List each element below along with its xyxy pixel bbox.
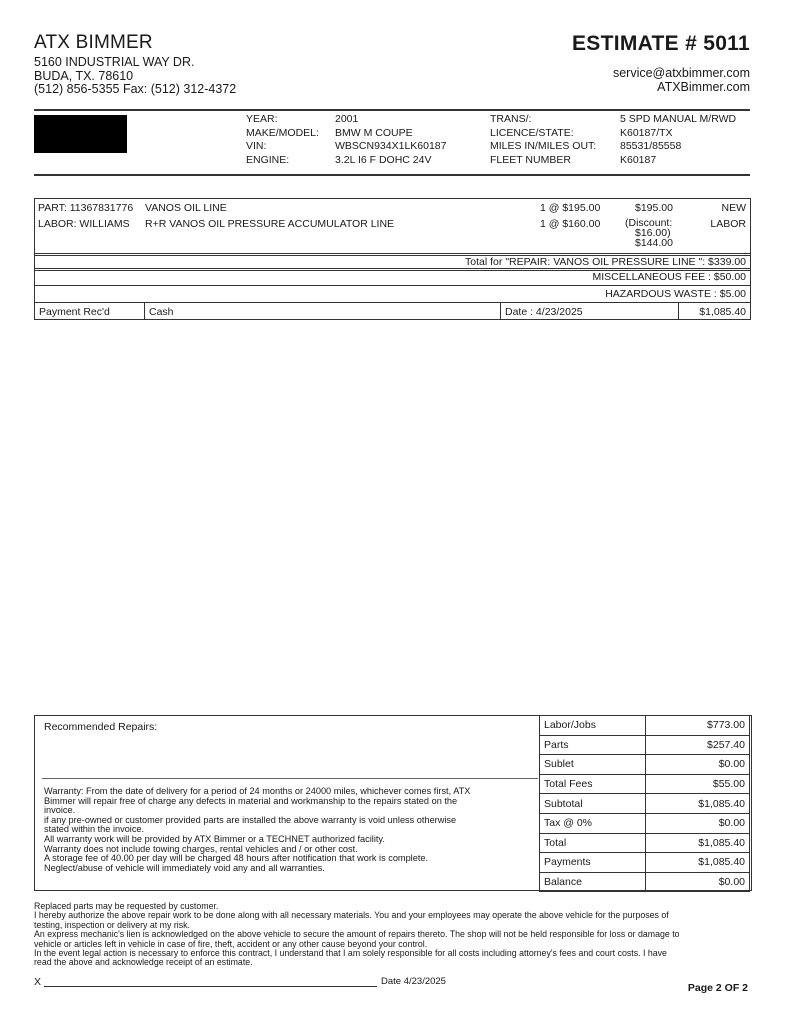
legal-line: Replaced parts may be requested by customer. (34, 901, 219, 911)
totals-summary-table (539, 715, 750, 892)
part-type: NEW (721, 202, 746, 214)
vehicle-values-right (620, 113, 736, 167)
summary-label: Total Fees (540, 774, 646, 794)
vehicle-labels-left (246, 113, 319, 167)
make-model-label: MAKE/MODEL: (246, 126, 319, 139)
warranty-line: Bimmer will repair free of charge any defects in material and workmanship to the repairs stated on the (44, 795, 458, 806)
summary-value: $773.00 (646, 716, 750, 736)
fleet-value: K60187 (620, 153, 657, 166)
part-description: VANOS OIL LINE (145, 202, 227, 214)
fleet-label: FLEET NUMBER (490, 153, 571, 166)
summary-label: Parts (540, 735, 646, 755)
repair-total: Total for "REPAIR: VANOS OIL PRESSURE LINE ": $339.00 (465, 256, 746, 268)
summary-label: Labor/Jobs (540, 716, 646, 736)
summary-row (540, 813, 750, 833)
discount-amount: $16.00) (635, 227, 671, 239)
summary-row (540, 872, 750, 892)
legal-line: I hereby authorize the above repair work to be done along with all necessary materials. You and your employees may operate the above vehicle for the purposes of (34, 910, 669, 921)
legal-text (34, 902, 752, 968)
recommended-repairs-label: Recommended Repairs: (44, 721, 158, 733)
shop-name: ATX BIMMER (34, 32, 153, 53)
summary-label: Sublet (540, 755, 646, 775)
year-label: YEAR: (246, 113, 278, 125)
warranty-line: Warranty: From the date of delivery for a period of 24 months or 24000 miles, whichever comes first, ATX (44, 786, 471, 796)
summary-value: $0.00 (646, 872, 750, 892)
warranty-line: Neglect/abuse of vehicle will immediately void any and all warranties. (44, 862, 325, 873)
part-qty-price: 1 @ $195.00 (540, 202, 601, 214)
misc-fee: MISCELLANEOUS FEE : $50.00 (592, 271, 746, 283)
recommended-divider (42, 778, 538, 779)
address-line-2: BUDA, TX. 78610 (34, 68, 134, 83)
signature-x-mark: X (34, 976, 42, 988)
labor-type: LABOR (710, 218, 746, 230)
warranty-line: All warranty work will be provided by ATX Bimmer or a TECHNET authorized facility. (44, 833, 385, 844)
labor-net-amount: $144.00 (635, 237, 673, 249)
shop-address (34, 56, 236, 97)
miles-value: 85531/85558 (620, 140, 682, 153)
vehicle-rule (34, 174, 750, 176)
labor-description: R+R VANOS OIL PRESSURE ACCUMULATOR LINE (145, 218, 395, 230)
warranty-line: Warranty does not include towing charges, rental vehicles and / or other cost. (44, 843, 358, 854)
payment-row (34, 302, 751, 320)
page-number: Page 2 OF 2 (687, 982, 748, 994)
shop-email: service@atxbimmer.com (612, 66, 750, 80)
warranty-line: A storage fee of 40.00 per day will be charged 48 hours after notification that work is complete. (44, 853, 429, 864)
summary-value: $1,085.40 (646, 853, 750, 873)
line-items-box (34, 198, 751, 256)
labor-discount (625, 218, 673, 248)
payment-date: Date : 4/23/2025 (501, 303, 679, 319)
summary-label: Total (540, 833, 646, 853)
summary-row (540, 853, 750, 873)
hazardous-waste: HAZARDOUS WASTE : $5.00 (605, 288, 746, 300)
signature-line (44, 986, 377, 987)
header-rule (34, 109, 750, 111)
make-model-value: BMW M COUPE (335, 126, 413, 139)
part-amount: $195.00 (635, 202, 673, 214)
summary-row (540, 755, 750, 775)
summary-label: Payments (540, 853, 646, 873)
address-line-1: 5160 INDUSTRIAL WAY DR. (34, 55, 195, 69)
legal-line: An express mechanic's lien is acknowledged on the above vehicle to secure the amount of repairs thereto. The shop will not be held responsible for loss or damage to (34, 929, 680, 940)
summary-value: $1,085.40 (646, 833, 750, 853)
legal-line: read the above and acknowledge receipt of an estimate. (34, 957, 253, 968)
discount-label: (Discount: (625, 217, 673, 229)
trans-value: 5 SPD MANUAL M/RWD (620, 113, 737, 125)
year-value: 2001 (335, 113, 359, 125)
redacted-customer-info (34, 115, 127, 153)
summary-row (540, 716, 750, 736)
hazardous-row (34, 285, 751, 303)
miles-label: MILES IN/MILES OUT: (490, 140, 597, 153)
vehicle-labels-right (490, 113, 596, 167)
engine-label: ENGINE: (246, 153, 290, 166)
part-id: PART: 11367831776 (38, 202, 134, 214)
summary-value: $55.00 (646, 774, 750, 794)
warranty-line: stated within the invoice. (44, 824, 145, 835)
warranty-line: invoice. (44, 805, 76, 816)
legal-line: testing, inspection or delivery at my risk. (34, 919, 190, 930)
licence-value: K60187/TX (620, 126, 673, 139)
warranty-line: if any pre-owned or customer provided parts are installed the above warranty is void unless otherwise (44, 814, 457, 825)
summary-row (540, 794, 750, 814)
summary-row (540, 774, 750, 794)
summary-value: $0.00 (646, 755, 750, 775)
summary-label: Subtotal (540, 794, 646, 814)
labor-id: LABOR: WILLIAMS (38, 218, 130, 230)
estimate-title: ESTIMATE # 5011 (571, 32, 750, 55)
shop-contact (613, 67, 750, 94)
trans-label: TRANS/: (490, 113, 532, 125)
payment-amount: $1,085.40 (699, 306, 746, 318)
summary-row (540, 833, 750, 853)
summary-value: $257.40 (646, 735, 750, 755)
legal-line: vehicle or articles left in vehicle in case of fire, theft, accident or any other cause beyond your control. (34, 938, 428, 949)
warranty-text (44, 787, 539, 873)
licence-label: LICENCE/STATE: (490, 126, 574, 139)
payment-label: Payment Rec'd (35, 303, 145, 319)
summary-value: $0.00 (646, 813, 750, 833)
summary-value: $1,085.40 (646, 794, 750, 814)
signature-date: Date 4/23/2025 (381, 976, 446, 987)
misc-fee-row (34, 268, 751, 286)
phone-fax-line: (512) 856-5355 Fax: (512) 312-4372 (34, 82, 237, 96)
legal-line: In the event legal action is necessary to enforce this contract, I understand that I am solely responsible for all costs including attorney's fees and court costs. I have (34, 948, 667, 959)
summary-label: Balance (540, 872, 646, 892)
vin-label: VIN: (246, 140, 267, 153)
summary-label: Tax @ 0% (540, 813, 646, 833)
engine-value: 3.2L I6 F DOHC 24V (335, 153, 432, 166)
vehicle-values-left (335, 113, 447, 167)
shop-website: ATXBimmer.com (657, 79, 750, 94)
labor-qty-price: 1 @ $160.00 (540, 218, 601, 230)
payment-method: Cash (145, 303, 501, 319)
summary-row (540, 735, 750, 755)
vin-value: WBSCN934X1LK60187 (335, 140, 447, 153)
